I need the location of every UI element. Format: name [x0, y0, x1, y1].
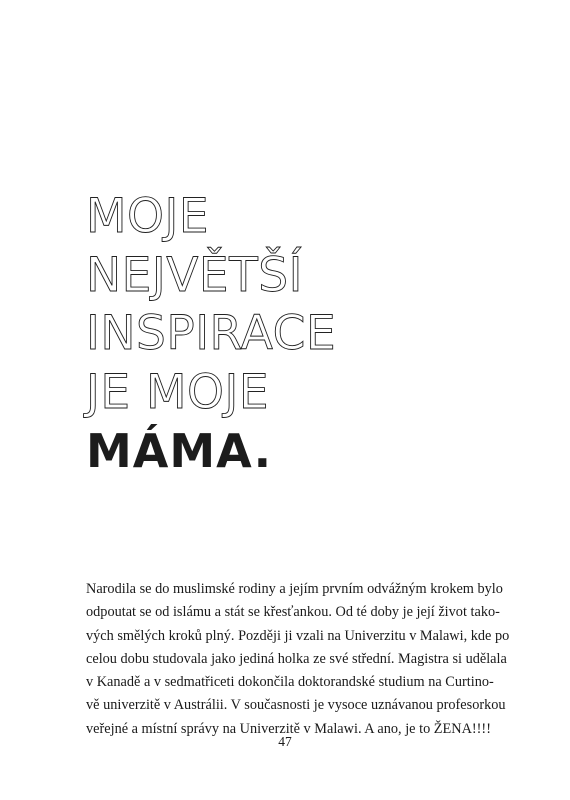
heading-line-4: JE MOJE [86, 364, 270, 420]
heading-line-2: NEJVĚTŠÍ [86, 247, 303, 303]
body-paragraph [86, 578, 510, 741]
page-number: 47 [278, 734, 292, 749]
body-line: Narodila se do muslimské rodiny a jejím prvním odvážným krokem bylo [86, 581, 503, 597]
body-line: celou dobu studovala jako jediná holka ze své střední. Magistra si udělala [86, 650, 507, 667]
heading-emphasis: MÁMA. [86, 424, 273, 478]
body-line: vě univerzitě v Austrálii. V současnosti je vysoce uznávanou profesorkou [86, 697, 506, 714]
heading-line-1: MOJE [86, 189, 210, 244]
body-line: veřejné a místní správy na Univerzitě v Malawi. A ano, je to ŽENA!!!! [86, 720, 491, 737]
body-line: odpoutat se od islámu a stát se křesťankou. Od té doby je její život tako- [86, 604, 500, 621]
heading-line-3: INSPIRACE [86, 306, 337, 361]
chapter-heading [86, 188, 336, 481]
body-line: vých smělých kroků plný. Později ji vzali na Univerzitu v Malawi, kde po [86, 627, 510, 644]
body-line: v Kanadě a v sedmatřiceti dokončila doktorandské studium na Curtino- [86, 674, 494, 691]
